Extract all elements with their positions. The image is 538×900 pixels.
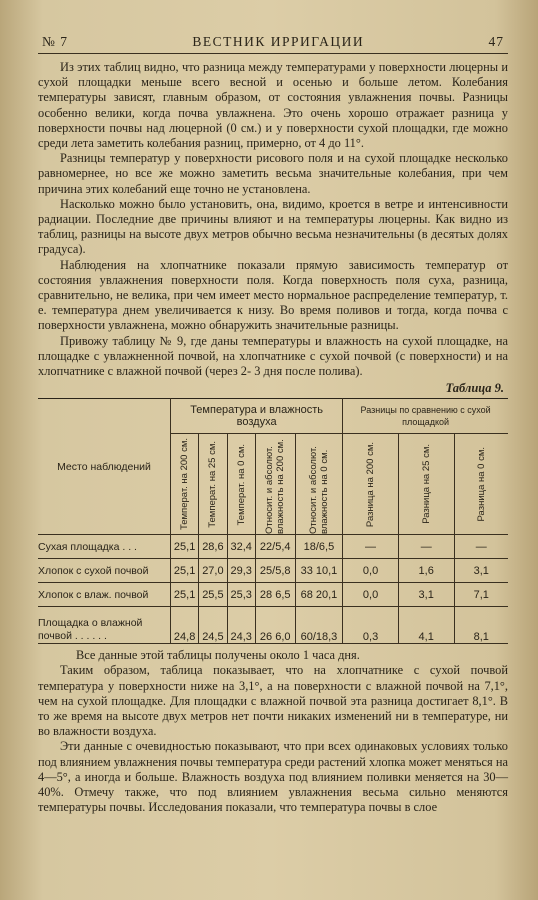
cell: 25,1 [171, 583, 199, 607]
cell: 25,1 [171, 559, 199, 583]
cell: 7,1 [454, 583, 508, 607]
table-row [38, 559, 508, 583]
cell: 4,1 [398, 607, 454, 644]
cell: 28,6 [199, 535, 227, 559]
cell: 25/5,8 [255, 559, 295, 583]
paragraph: Эти данные с очевидностью показывают, что при всех одинаковых условиях только под влиянием увлажнения почвы температура среди растений хлопка может меняться на 4—5°, а иногда и больше. Влажность воздуха под влиянием поливки меняется на 30—40%. Отмечу также, что под влиянием увлажнения весьма сильно меняются температуры почвы. Исследования показали, что температура почвы в слое [38, 739, 508, 815]
paragraph: Все данные этой таблицы получены около 1 часа дня. [76, 648, 360, 663]
column-header: Относит. и абсолют. влажность на 200 см. [255, 434, 295, 535]
column-header: Температ. на 200 см. [171, 434, 199, 535]
cell: 22/5,4 [255, 535, 295, 559]
cell: 24,3 [227, 607, 255, 644]
cell: 0,0 [343, 583, 399, 607]
cell: 3,1 [454, 559, 508, 583]
issue-number: № 7 [42, 34, 69, 49]
page-number: 47 [488, 34, 504, 49]
cell: 25,5 [199, 583, 227, 607]
column-group-temperature: Температура и влажность воздуха [171, 399, 343, 434]
cell: — [398, 535, 454, 559]
cell: 27,0 [199, 559, 227, 583]
row-label [38, 607, 171, 644]
cell: — [454, 535, 508, 559]
paragraph: Привожу таблицу № 9, где даны температуры и влажность на сухой площадке, на площадке с увлажненной почвой, на хлопчатнике с сухой почвой (с поверхности) и на хлопчатнике с влажной почвой (через 2- 3 дня после полива). [38, 333, 508, 379]
table-row [38, 583, 508, 607]
row-label: Хлопок с сухой почвой [38, 559, 171, 583]
cell: 24,8 [171, 607, 199, 644]
cell: 25,1 [171, 535, 199, 559]
row-label-line: Площадка о влажной [38, 617, 143, 630]
column-header: Относит. и абсолют. влажность на 0 см. [295, 434, 343, 535]
column-header: Температ. на 0 см. [227, 434, 255, 535]
cell: 32,4 [227, 535, 255, 559]
paragraph: Наблюдения на хлопчатнике показали прямую зависимость температур от состояния увлажнения поверхности поля. Когда поверхность поля суха, разница, сравнительно, не велика, при чем имеет место нормальное распределение температур, т. е. температура днем увеличивается к низу. Во время поливов и тогда, когда почва с поверхности увлажнена, можно обнаружить значительные разницы. [38, 257, 508, 333]
paragraph: Из этих таблиц видно, что разница между температурами у поверхности люцерны и сухой площадки меньше всего весной и осенью и больше летом. Колебания температуры зависят, главным образом, от состояния увлажнения почвы. Разницы особенно велики, когда почва увлажнена. Это очень хорошо отражает разница у поверхности почвы над люцерной (0 см.) и у поверхности сухой площадки, где можно среди лета заметить колебания разниц, примерно, от 4 до 11°. [38, 60, 508, 151]
cell: 33 10,1 [295, 559, 343, 583]
cell: 60/18,3 [295, 607, 343, 644]
paragraph: Насколько можно было установить, она, видимо, кроется в ветре и интенсивности радиации. Последние две причины влияют и на температуры люцерны. Как видно из таблиц, разницы на высоте двух метров обычно весьма незначительны (в десятых долях градуса). [38, 196, 508, 257]
column-header: Температ. на 25 см. [199, 434, 227, 535]
row-label: Сухая площадка . . . [38, 535, 171, 559]
data-table [38, 398, 508, 644]
cell: 24,5 [199, 607, 227, 644]
paragraph: Разницы температур у поверхности рисового поля и на сухой площадке несколько равномернее, но все же можно заметить весьма значительные колебания, при чем причина этих колебаний еще точно не установлена. [38, 151, 508, 196]
column-header: Разница на 25 см. [398, 434, 454, 535]
cell: 0,0 [343, 559, 399, 583]
table-row [38, 607, 508, 644]
cell: 25,3 [227, 583, 255, 607]
cell: 18/6,5 [295, 535, 343, 559]
cell: 29,3 [227, 559, 255, 583]
column-header-place: Место наблюдений [38, 399, 171, 535]
cell: 28 6,5 [255, 583, 295, 607]
cell: 1,6 [398, 559, 454, 583]
column-group-differences: Разницы по сравнению с сухой площадкой [343, 399, 508, 434]
paragraph: Таким образом, таблица показывает, что на хлопчатнике с сухой почвой температура у поверхности ниже на 3,1°, а на поверхности с влажной почвой на 7,1°, чем на сухой площадке. Для площадки с влажной почвой эта разница достигает 8,1°. В то же время на высоте двух метров нет почти никаких изменений ни в температуре, ни во влажности воздуха. [38, 663, 508, 739]
cell: 3,1 [398, 583, 454, 607]
table-caption: Таблица 9. [445, 381, 504, 396]
cell: 68 20,1 [295, 583, 343, 607]
journal-title: ВЕСТНИК ИРРИГАЦИИ [192, 34, 365, 49]
row-label-line: почвой . . . . . . [38, 630, 107, 643]
column-header: Разница на 200 см. [343, 434, 399, 535]
running-header [38, 34, 508, 54]
row-label: Хлопок с влаж. почвой [38, 583, 171, 607]
text-after-table [38, 648, 508, 815]
cell: — [343, 535, 399, 559]
column-header: Разница на 0 см. [454, 434, 508, 535]
table-row [38, 535, 508, 559]
text-before-table [38, 60, 508, 379]
cell: 0,3 [343, 607, 399, 644]
cell: 26 6,0 [255, 607, 295, 644]
cell: 8,1 [454, 607, 508, 644]
